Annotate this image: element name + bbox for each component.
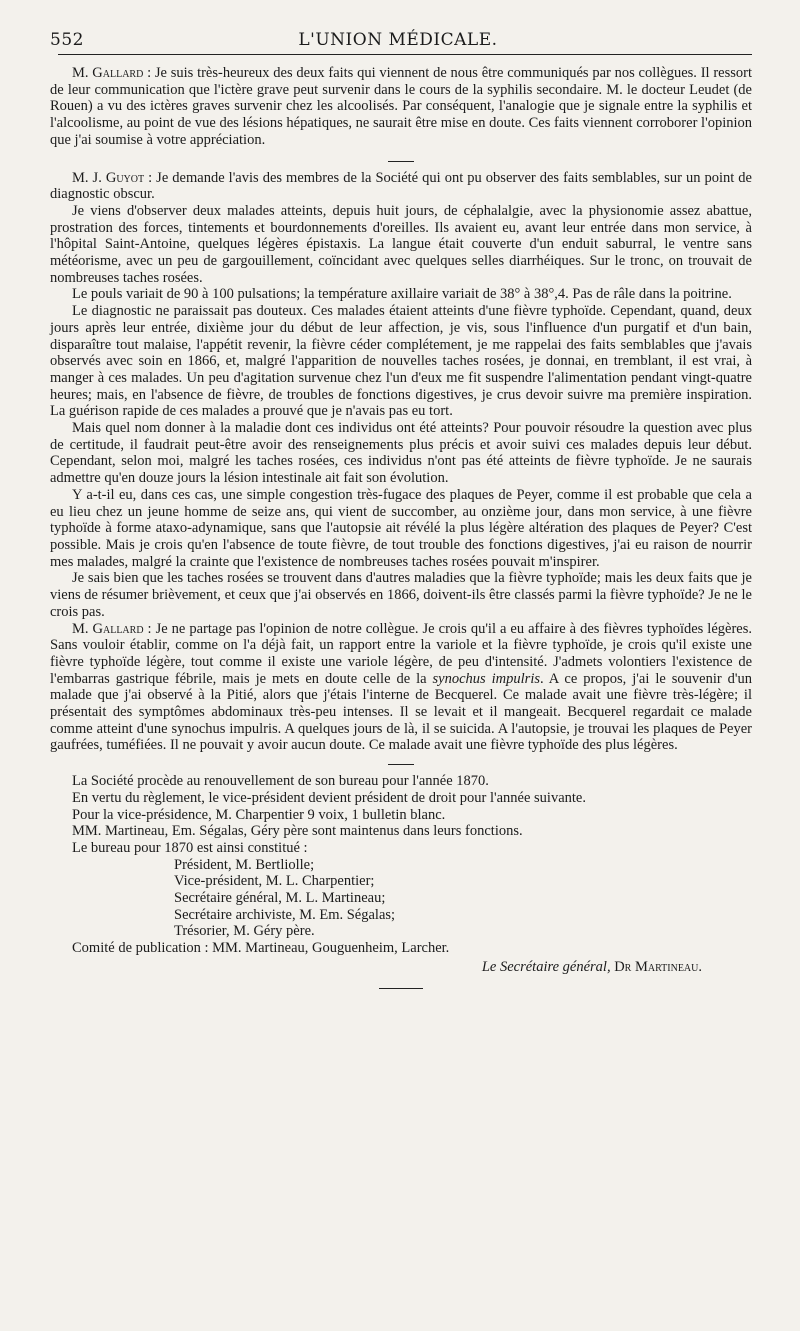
publication-committee: Comité de publication : MM. Martineau, Gouguenheim, Larcher. <box>72 940 450 957</box>
paragraph-guyot-6: Y a-t-il eu, dans ces cas, une simple congestion très-fugace des plaques de Peyer, comme il est probable que cela a eu lieu chez un jeune homme de seize ans, qui vient de succomber, au onzième jour, dans mon service, à une fièvre typhoïde à forme ataxo-adynamique, sans que l'autopsie ait révélé la plus légère altération des plaques de Peyer? C'est possible. Mais je crois qu'en l'absence de toute fièvre, de tout trouble des fonctions digestives, j'ai eu raison de nourrir mes malades, malgré la crainte que l'existence de nombreuses taches rosées pouvait m'inspirer. <box>50 486 752 570</box>
speaker-name: M. Gallard <box>72 620 144 637</box>
paragraph-gallard-2 <box>50 621 752 755</box>
page-number: 552 <box>50 30 84 50</box>
election-line: La Société procède au renouvellement de son bureau pour l'année 1870. <box>72 773 489 790</box>
section-separator <box>388 764 414 765</box>
paragraph-text: : Je ne partage pas l'opinion de notre collègue. Je crois qu'il a eu affaire à des fièvres typhoïdes légères. Sans vouloir établir, comme on l'a déjà fait, un rapport entre la variole et la fièvre typhoïde, je crois qu'il existe une fièvre typhoïde légère, tout comme il existe une variole légère, de peu d'intensité. J'admets volontiers l'existence de l'embarras gastrique fébrile, mais je mets en doute celle de la <box>50 620 752 687</box>
signature-role: Le Secrétaire général, <box>481 958 611 975</box>
bureau-member: Trésorier, M. Géry père. <box>174 923 315 940</box>
section-separator <box>388 161 414 162</box>
election-line: Le bureau pour 1870 est ainsi constitué : <box>72 839 308 856</box>
speaker-name: M. J. Guyot <box>72 169 145 186</box>
paragraph-text: : Je demande l'avis des membres de la Société qui ont pu observer des faits semblables, sur un point de diagnostic obscur. <box>50 169 752 203</box>
bureau-member: Président, M. Bertliolle; <box>174 856 315 873</box>
bureau-member: Vice-président, M. L. Charpentier; <box>174 873 375 890</box>
paragraph-guyot-7: Je sais bien que les taches rosées se trouvent dans d'autres maladies que la fièvre typhoïde; mais les deux faits que je viens de résumer brièvement, et ceux que j'ai observés en 1866, doivent-ils être classés parmi la fièvre typhoïde? Je ne le crois pas. <box>50 570 752 620</box>
signature <box>50 959 752 976</box>
election-line: MM. Martineau, Em. Ségalas, Géry père sont maintenus dans leurs fonctions. <box>72 823 523 840</box>
paragraph-text: . A ce propos, j'ai le souvenir d'un malade que j'ai observé à la Pitié, alors que j'étais l'interne de Becquerel. Ce malade avait une fièvre très-légère; il présentait des symptômes abdominaux très-peu intenses. Il se levait et il mangeait. Becquerel regardait ce malade comme atteint d'une synochus impulris. A quelques jours de là, il se suicida. A l'autopsie, je trouvai les plaques de Peyer gaufrées, tuméfiées. Il ne pouvait y avoir aucun doute. Ce malade avait une fièvre typhoïde des plus légères. <box>50 670 752 754</box>
election-line: En vertu du règlement, le vice-président devient président de droit pour l'année suivante. <box>72 789 586 806</box>
paragraph-guyot-2: Je viens d'observer deux malades atteints, depuis huit jours, de céphalalgie, avec la physionomie assez abattue, prostration des forces, tintements et bourdonnements d'oreilles. Ils avaient eu, avant leur entrée dans mon service, à l'hôpital Saint-Antoine, quelques légères épistaxis. La langue était couverte d'un enduit saburral, le ventre sans météorisme, avec un peu de gargouillement, coïncidant avec quelques selles diarrhéiques. Sur le tronc, on trouvait de nombreuses taches rosées. <box>50 202 752 286</box>
paragraph-text: : Je suis très-heureux des deux faits qui viennent de nous être communiqués par nos collègues. Il ressort de leur communication que l'ictère grave peut survenir dans le cours de la syphilis secondaire. M. le docteur Leudet (de Rouen) a vu des ictères graves survenir chez les alcoolisés. Par conséquent, l'analogie que je signale entre la syphilis et l'alcoolisme, au point de vue des lésions hépatiques, ne saurait être mise en doute. Ces faits viennent corroborer l'opinion que j'ai soumise à votre appréciation. <box>50 65 752 148</box>
journal-title: L'UNION MÉDICALE. <box>298 30 498 50</box>
speaker-name: M. Gallard <box>72 65 144 81</box>
paragraph-guyot-1 <box>50 170 752 203</box>
paragraph-guyot-4: Le diagnostic ne paraissait pas douteux. Ces malades étaient atteints d'une fièvre typhoïde. Cependant, quand, deux jours après leur entrée, dixième jour du début de leur affection, je vis, sous l'influence d'un purgatif et d'un bain, disparaître tout malaise, l'appétit revenir, la fièvre céder complétement, je me rappelai des faits semblables que j'avais observés avec soin en 1866, et, malgré l'apparition de nouvelles taches rosées, je donnai, en tremblant, il est vrai, à manger à ces malades. Un peu d'agitation survenue chez l'un d'eux me fit suspendre l'alimentation pendant vingt-quatre heures; mais, en l'absence de fièvre, de troubles de fonctions digestives, je crus devoir suivre ma première inspiration. La guérison rapide de ces malades a prouvé que je n'avais pas eu tort. <box>50 303 752 420</box>
end-rule <box>379 988 423 989</box>
paragraph-guyot-5: Mais quel nom donner à la maladie dont ces individus ont été atteints? Pour pouvoir résoudre la question avec plus de certitude, il faudrait peut-être avoir des renseignements plus précis et avoir suivi ces malades depuis leur début. Cependant, selon moi, malgré les taches rosées, ces individus n'ont pas été atteints de fièvre typhoïde. Je ne saurais admettre qu'en douze jours la lésion intestinale ait fait son évolution. <box>50 420 752 487</box>
bureau-list <box>50 857 752 941</box>
election-line: Pour la vice-présidence, M. Charpentier 9 voix, 1 bulletin blanc. <box>72 806 446 823</box>
paragraph-gallard-1 <box>50 65 752 149</box>
signature-name: Dr Martineau. <box>610 958 702 975</box>
page-header <box>50 30 752 50</box>
bureau-member: Secrétaire général, M. L. Martineau; <box>174 890 386 907</box>
paragraph-guyot-3: Le pouls variait de 90 à 100 pulsations; la température axillaire variait de 38° à 38°,4. Pas de râle dans la poitrine. <box>72 286 732 303</box>
italic-term: synochus impulris <box>432 670 540 687</box>
header-rule <box>58 54 752 55</box>
bureau-member: Secrétaire archiviste, M. Em. Ségalas; <box>174 906 396 923</box>
bureau-election <box>50 773 752 976</box>
